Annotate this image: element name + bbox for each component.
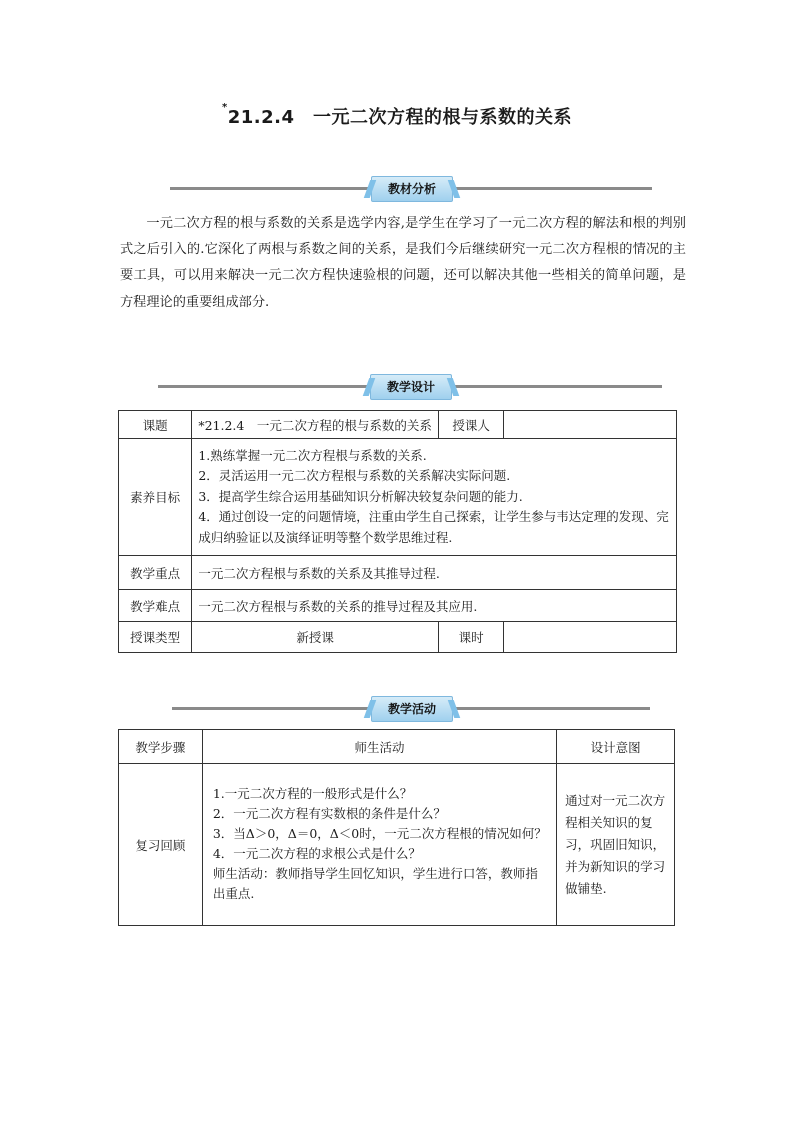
goal-item: 3．提高学生综合运用基础知识分析解决较复杂问题的能力. — [198, 488, 523, 504]
header-intent: 设计意图 — [557, 730, 675, 764]
design-table — [118, 410, 677, 653]
teacher-value — [504, 411, 677, 439]
difficulty-label: 教学难点 — [119, 590, 192, 622]
section-header-activity — [172, 696, 650, 722]
hours-label: 课时 — [438, 622, 504, 653]
activity-item: 2．一元二次方程有实数根的条件是什么？ — [212, 805, 446, 821]
optional-mark: * — [221, 102, 228, 113]
hours-value — [504, 622, 677, 653]
activity-item: 3．当Δ＞0，Δ＝0，Δ＜0时，一元二次方程根的情况如何？ — [212, 825, 547, 841]
activity-table — [118, 729, 675, 926]
table-row — [119, 764, 675, 926]
activity-item: 1.一元二次方程的一般形式是什么？ — [212, 785, 413, 801]
section-badge: 教学设计 — [370, 374, 452, 400]
analysis-paragraph: 一元二次方程的根与系数的关系是选学内容,是学生在学习了一元二次方程的解法和根的判别式之后引入的.它深化了两根与系数之间的关系，是我们今后继续研究一元二次方程根的情况的主要工具，可以用来解决一元二次方程快速验根的问题，还可以解决其他一些相关的简单问题，是方程理论的重要组成部分. — [120, 216, 686, 310]
goals-cell — [192, 439, 677, 556]
section-badge: 教材分析 — [371, 176, 453, 202]
goal-item: 1.熟练掌握一元二次方程根与系数的关系. — [198, 447, 427, 463]
teacher-label: 授课人 — [438, 411, 504, 439]
type-label: 授课类型 — [119, 622, 192, 653]
header-activity: 师生活动 — [202, 730, 556, 764]
topic-value: *21.2.4 一元二次方程的根与系数的关系 — [192, 411, 439, 439]
step-cell: 复习回顾 — [119, 764, 203, 926]
goals-label: 素养目标 — [119, 439, 192, 556]
activity-cell — [202, 764, 556, 926]
title-text: 21.2.4 一元二次方程的根与系数的关系 — [227, 107, 572, 128]
page-title — [0, 103, 794, 129]
activity-item: 4．一元二次方程的求根公式是什么？ — [212, 845, 421, 861]
key-value: 一元二次方程根与系数的关系及其推导过程. — [192, 556, 677, 590]
section-header-analysis — [170, 176, 652, 202]
goal-item: 2．灵活运用一元二次方程根与系数的关系解决实际问题. — [198, 468, 511, 484]
goal-item: 4．通过创设一定的问题情境，注重由学生自己探索，让学生参与韦达定理的发现、完成归纳验证以及演绎证明等整个数学思维过程. — [198, 509, 669, 545]
header-step: 教学步骤 — [119, 730, 203, 764]
activity-item: 师生活动：教师指导学生回忆知识，学生进行口答，教师指出重点. — [212, 865, 538, 901]
section-badge: 教学活动 — [371, 696, 453, 722]
key-label: 教学重点 — [119, 556, 192, 590]
intent-cell: 通过对一元二次方程相关知识的复习，巩固旧知识，并为新知识的学习做铺垫. — [557, 764, 675, 926]
type-value: 新授课 — [192, 622, 439, 653]
difficulty-value: 一元二次方程根与系数的关系的推导过程及其应用. — [192, 590, 677, 622]
section-header-design — [158, 374, 662, 400]
topic-label: 课题 — [119, 411, 192, 439]
